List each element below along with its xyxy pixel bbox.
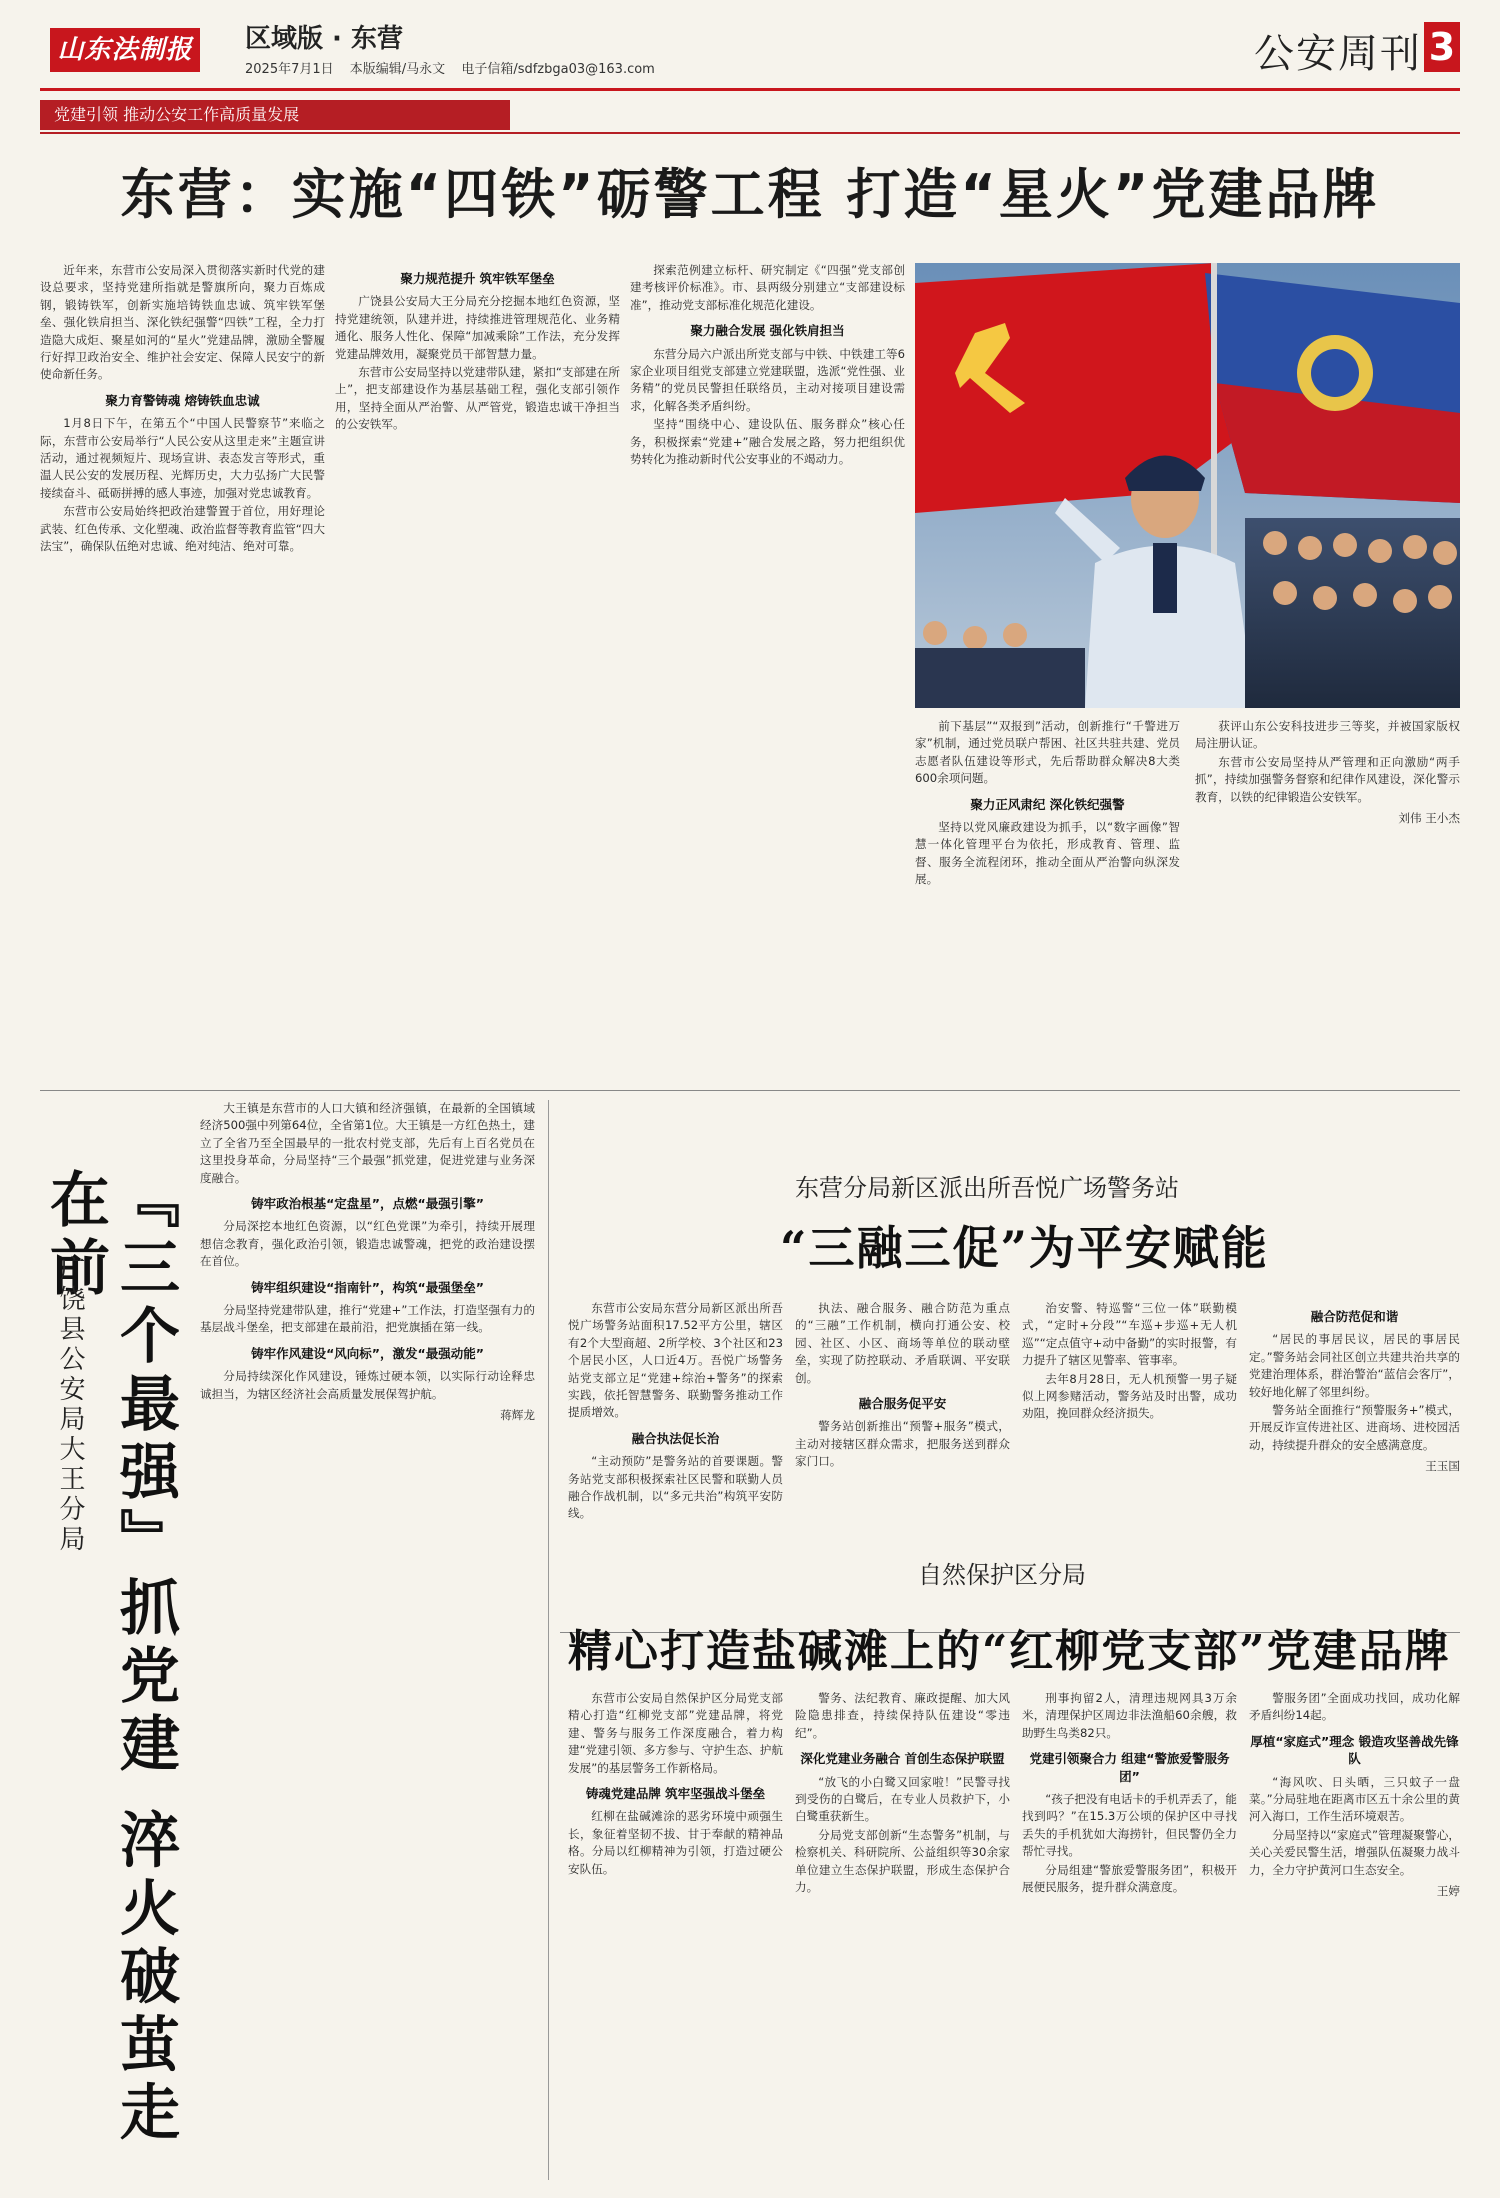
subheading: 铸牢作风建设“风向标”，激发“最强动能” (251, 1345, 484, 1361)
paragraph: 前下基层”“双报到”活动，创新推行“千警进万家”机制，通过党员联户帮困、社区共驻共建、党员志愿者队伍建设等形式，先后帮助群众解决8大类600余项问题。 (915, 719, 1180, 786)
paragraph: 东营市公安局自然保护区分局党支部精心打造“红柳党支部”党建品牌，将党建、警务与服务工作深度融合，着力构建“党建引领、多方参与、守护生态、护航发展”的基层警务工作新格局。 (568, 1691, 783, 1775)
article3-column-1 (568, 1300, 783, 1620)
paragraph: 去年8月28日，无人机预警一男子疑似上网参赌活动，警务站及时出警，成功劝阻，挽回群众经济损失。 (1022, 1371, 1237, 1421)
paragraph: “海风吹、日头晒，三只蚊子一盘菜。”分局驻地在距离市区五十余公里的黄河入海口，工作生活环境艰苦。 (1249, 1774, 1460, 1824)
section-divider (40, 1090, 1460, 1091)
paragraph: 探索范例建立标杆、研究制定《“四强”党支部创建考核评价标准》。市、县两级分别建立“支部建设标准”，推动党支部标准化规范化建设。 (630, 263, 905, 312)
masthead (0, 0, 1500, 92)
subheading: 铸牢政治根基“定盘星”，点燃“最强引擎” (251, 1196, 484, 1212)
subheading: 铸牢组织建设“指南针”，构筑“最强堡垒” (251, 1279, 484, 1295)
byline: 蒋辉龙 (500, 1408, 535, 1423)
paragraph: 获评山东公安科技进步三等奖，并被国家版权局注册认证。 (1195, 719, 1460, 751)
paragraph: 1月8日下午，在第五个“中国人民警察节”来临之际，东营市公安局举行“人民公安从这里走来”主题宣讲活动，通过视频短片、现场宣讲、表态发言等形式，重温人民公安的发展历程、光辉历史，大力弘扬广大民警接续奋斗、砥砺拼搏的感人事迹，加强对党忠诚教育。 (40, 416, 325, 500)
subheading: 铸魂党建品牌 筑牢坚强战斗堡垒 (585, 1786, 766, 1802)
article4-column-3 (1022, 1690, 1237, 2180)
article2-body (200, 1100, 535, 2180)
subheading: 聚力育警铸魂 熔铸铁血忠诚 (105, 392, 260, 408)
article2-vertical-byline: 广饶县公安局大王分局 (55, 1255, 85, 1555)
newspaper-logo[interactable]: 山东法制报 (50, 28, 200, 72)
byline: 王玉国 (1425, 1459, 1460, 1474)
article4-kicker: 自然保护区分局 (918, 1561, 1086, 1589)
paragraph: 分局坚持以“家庭式”管理凝聚警心，关心关爱民警生活，增强队伍凝聚力战斗力，全力守护黄河口生态安全。 (1249, 1827, 1460, 1877)
section-banner: 党建引领 推动公安工作高质量发展 (40, 100, 510, 130)
subheading: 深化党建业务融合 首创生态保护联盟 (800, 1751, 1005, 1767)
dateline (245, 58, 667, 77)
editor-credit: 本版编辑/马永文 (349, 62, 446, 77)
article1-column-2 (335, 262, 620, 932)
article3-headline[interactable]: “三融三促”为平安赋能 (780, 1221, 1269, 1275)
byline: 王婷 (1436, 1884, 1460, 1899)
banner-rule (40, 132, 1460, 134)
page-number: 3 (1424, 22, 1460, 72)
subheading: 聚力融合发展 强化铁肩担当 (690, 323, 845, 339)
subheading: 厚植“家庭式”理念 锻造攻坚善战先锋队 (1250, 1733, 1459, 1767)
paragraph: “主动预防”是警务站的首要课题。警务站党支部积极探索社区民警和联勤人员融合作战机制，以“多元共治”构筑平安防线。 (568, 1454, 783, 1521)
paragraph: 分局持续深化作风建设，锤炼过硬本领，以实际行动诠释忠诚担当，为辖区经济社会高质量发展保驾护航。 (200, 1369, 535, 1401)
paragraph: 大王镇是东营市的人口大镇和经济强镇，在最新的全国镇域经济500强中列第64位，全省第1位。大王镇是一方红色热土，建立了全省乃至全国最早的一批农村党支部，先后有上百名党员在这里投身革命，分局坚持“三个最强”抓党建，促进党建与业务深度融合。 (200, 1101, 535, 1185)
article3-kicker: 东营分局新区派出所吾悦广场警务站 (795, 1174, 1179, 1202)
article1-column-5 (1195, 718, 1460, 1078)
paragraph: 分局深挖本地红色资源，以“红色党课”为牵引，持续开展理想信念教育，强化政治引领，锻造忠诚警魂，把党的政治建设摆在首位。 (200, 1219, 535, 1269)
paragraph: 红柳在盐碱滩涂的恶劣环境中顽强生长，象征着坚韧不拔、甘于奉献的精神品格。分局以红柳精神为引领，打造过硬公安队伍。 (568, 1809, 783, 1876)
paragraph: 广饶县公安局大王分局充分挖掘本地红色资源，坚持党建统领，队建并进，持续推进管理规范化、业务精通化、服务人性化、保障“加减乘除”工作法，充分发挥党建品牌效用，凝聚党员干部智慧力量。 (335, 294, 620, 361)
salute-ceremony-photo[interactable] (915, 263, 1460, 708)
column-divider (548, 1100, 549, 2180)
paragraph: 近年来，东营市公安局深入贯彻落实新时代党的建设总要求，坚持党建所指就是警旗所向，聚力百炼成钢，锻铸铁军，创新实施培铸铁血忠诚、筑牢铁军堡垒、强化铁肩担当、深化铁纪强警“四铁”工程，全力打造隐大成炬、聚星如河的“星火”党建品牌，激励全警履行好捍卫政治安全、维护社会安定、保障人民安宁的新使命新任务。 (40, 263, 325, 382)
article4-column-1 (568, 1690, 783, 2180)
subheading: 聚力正风肃纪 深化铁纪强警 (970, 796, 1125, 812)
paragraph: 分局组建“警旅爱警服务团”，积极开展便民服务，提升群众满意度。 (1022, 1862, 1237, 1895)
paragraph: 警务站全面推行“预警服务+”模式，开展反诈宣传进社区、进商场、进校园活动，持续提升群众的安全感满意度。 (1249, 1403, 1460, 1452)
paragraph: 警务、法纪教育、廉政提醒、加大风险隐患排查，持续保持队伍建设“零违纪”。 (795, 1691, 1010, 1740)
section-title: 公安周刊 (1254, 31, 1422, 77)
article1-column-1 (40, 262, 325, 932)
article4-column-4 (1249, 1690, 1460, 2180)
article4-column-2 (795, 1690, 1010, 2180)
paragraph: 东营市公安局坚持从严管理和正向激励“两手抓”，持续加强警务督察和纪律作风建设，深化警示教育，以铁的纪律锻造公安铁军。 (1195, 754, 1460, 804)
subheading: 聚力规范提升 筑牢铁军堡垒 (400, 271, 555, 286)
article1-headline[interactable]: 东营：实施“四铁”砺警工程 打造“星火”党建品牌 (120, 163, 1380, 226)
paragraph: 分局坚持党建带队建，推行“党建+”工作法，打造坚强有力的基层战斗堡垒，把支部建在最前沿，把党旗插在第一线。 (200, 1303, 535, 1335)
paragraph: 治安警、特巡警“三位一体”联勤模式，“定时+分段”“车巡+步巡+无人机巡”“定点值守+动中备勤”的实时报警，有力提升了辖区见警率、管事率。 (1022, 1301, 1237, 1368)
photo-illustration (915, 263, 1460, 708)
article3-column-4 (1249, 1300, 1460, 1620)
paragraph: 东营市公安局始终把政治建警置于首位，用好理论武装、红色传承、文化塑魂、政治监督等教育监管“四大法宝”，确保队伍绝对忠诚、绝对纯洁、绝对可靠。 (40, 504, 325, 554)
paragraph: 分局党支部创新“生态警务”机制，与检察机关、科研院所、公益组织等30余家单位建立生态保护联盟，形成生态保护合力。 (795, 1827, 1010, 1895)
paragraph: “放飞的小白鹭又回家啦！”民警寻找到受伤的白鹭后，在专业人员救护下，小白鹭重获新生。 (795, 1774, 1010, 1824)
paragraph: “居民的事居民议，居民的事居民定。”警务站会同社区创立共建共治共享的党建治理体系，群治警治“蓝信会客厅”，较好地化解了邻里纠纷。 (1249, 1332, 1460, 1399)
contact-email[interactable]: 电子信箱/sdfzbga03@163.com (461, 62, 655, 77)
article2-vertical-headline[interactable]: 『三个最强』抓党建 淬火破茧走在前 (40, 1168, 180, 2149)
paragraph: 东营分局六户派出所党支部与中铁、中铁建工等6家企业项目组党支部建立党建联盟，选派“党性强、业务精”的党员民警担任联络员，主动对接项目建设需求，化解各类矛盾纠纷。 (630, 346, 905, 413)
subheading: 融合服务促平安 (858, 1396, 947, 1412)
edition-label: 区域版 · 东营 (245, 24, 403, 54)
paragraph: 执法、融合服务、融合防范为重点的“三融”工作机制，横向打通公安、校园、社区、小区、商场等单位的联动壁垒，实现了防控联动、矛盾联调、平安联创。 (795, 1301, 1010, 1385)
paragraph: 坚持以党风廉政建设为抓手，以“数字画像”智慧一体化管理平台为依托，形成教育、管理、监督、服务全流程闭环，推动全面从严治警向纵深发展。 (915, 820, 1180, 887)
masthead-rule (40, 88, 1460, 91)
issue-date: 2025年7月1日 (245, 62, 334, 77)
paragraph: 警务站创新推出“预警+服务”模式，主动对接辖区群众需求，把服务送到群众家门口。 (795, 1419, 1010, 1469)
article4-headline[interactable]: 精心打造盐碱滩上的“红柳党支部”党建品牌 (568, 1626, 1451, 1677)
subheading: 融合执法促长治 (631, 1430, 720, 1446)
subheading: 党建引领聚合力 组建“警旅爱警服务团” (1029, 1751, 1230, 1784)
paragraph: 刑事拘留2人，清理违规网具3万余米，清理保护区周边非法渔船60余艘，救助野生鸟类82只。 (1022, 1691, 1237, 1740)
paragraph: 坚持“围绕中心、建设队伍、服务群众”核心任务，积极探索“党建+”融合发展之路，努力把组织优势转化为推动新时代公安事业的不竭动力。 (630, 417, 905, 467)
byline: 刘伟 王小杰 (1398, 811, 1460, 826)
subheading: 融合防范促和谐 (1310, 1309, 1399, 1324)
article1-column-3 (630, 262, 905, 932)
paragraph: 警服务团”全面成功找回，成功化解矛盾纠纷14起。 (1249, 1691, 1460, 1723)
article1-column-4 (915, 718, 1180, 1078)
paragraph: “孩子把没有电话卡的手机弄丢了，能找到吗？”在15.3万公顷的保护区中寻找丢失的手机犹如大海捞针，但民警仍全力帮忙寻找。 (1022, 1792, 1237, 1859)
paragraph: 东营市公安局东营分局新区派出所吾悦广场警务站面积17.52平方公里，辖区有2个大型商超、2所学校、3个社区和23个居民小区，人口近4万。吾悦广场警务站党支部立足“党建+综治+警务”的探索实践，依托智慧警务、联勤警务推动工作提质增效。 (568, 1301, 783, 1420)
paragraph: 东营市公安局坚持以党建带队建，紧扣“支部建在所上”，把支部建设作为基层基础工程，强化支部引领作用，坚持全面从严治警、从严管党，锻造忠诚干净担当的公安铁军。 (335, 365, 620, 432)
